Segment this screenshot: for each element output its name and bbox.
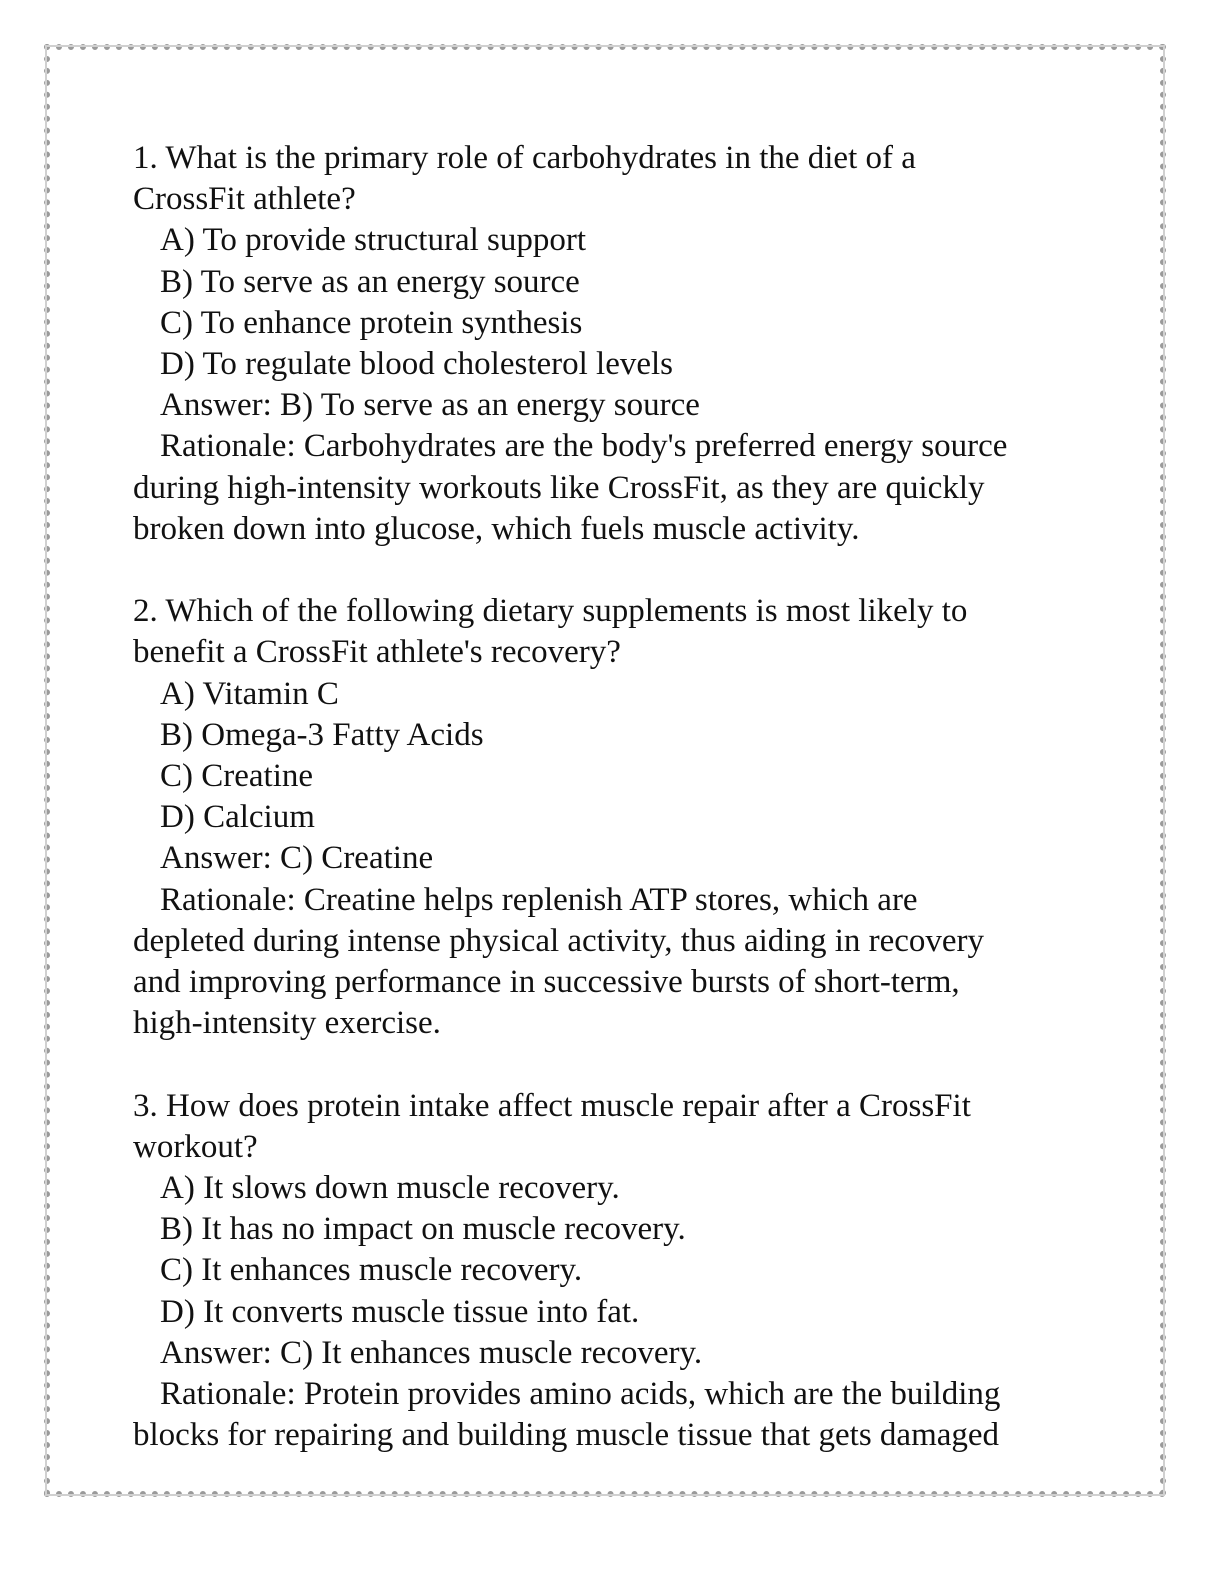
question-1-option-c: C) To enhance protein synthesis	[160, 304, 583, 341]
question-3-line-1: 3. How does protein intake affect muscle repair after a CrossFit	[133, 1087, 971, 1124]
question-2-rationale-line-1: Rationale: Creatine helps replenish ATP stores, which are	[160, 881, 918, 918]
question-2-option-d: D) Calcium	[160, 799, 315, 836]
question-2-rationale-line-4: high-intensity exercise.	[133, 1005, 441, 1042]
question-3-option-b: B) It has no impact on muscle recovery.	[160, 1211, 686, 1248]
question-2-line-2: benefit a CrossFit athlete's recovery?	[133, 634, 621, 671]
question-3-line-2: workout?	[133, 1128, 258, 1165]
question-1-option-a: A) To provide structural support	[160, 222, 587, 259]
question-1-rationale-line-3: broken down into glucose, which fuels muscle activity.	[133, 510, 860, 547]
question-block-3	[133, 1086, 1093, 1457]
question-1-line-2: CrossFit athlete?	[133, 181, 356, 218]
question-2-option-c: C) Creatine	[160, 758, 314, 795]
question-1-answer: Answer: B) To serve as an energy source	[160, 387, 700, 424]
question-3-option-d: D) It converts muscle tissue into fat.	[160, 1293, 640, 1330]
question-1-option-d: D) To regulate blood cholesterol levels	[160, 346, 674, 383]
question-1-option-b: B) To serve as an energy source	[160, 263, 580, 300]
question-3-option-a: A) It slows down muscle recovery.	[160, 1170, 620, 1207]
question-3-rationale-line-2: blocks for repairing and building muscle tissue that gets damaged	[133, 1417, 1000, 1454]
question-1-line-1: 1. What is the primary role of carbohydrates in the diet of a	[133, 140, 916, 176]
question-3-answer: Answer: C) It enhances muscle recovery.	[160, 1334, 703, 1371]
question-2-line-1: 2. Which of the following dietary supplements is most likely to	[133, 593, 968, 630]
question-block-1	[133, 138, 1093, 550]
question-2-rationale-line-3: and improving performance in successive bursts of short-term,	[133, 964, 960, 1001]
question-block-2	[133, 591, 1093, 1044]
question-3-rationale-line-1: Rationale: Protein provides amino acids, which are the building	[160, 1376, 1001, 1413]
question-2-option-b: B) Omega-3 Fatty Acids	[160, 716, 484, 753]
question-2-option-a: A) Vitamin C	[160, 675, 339, 712]
document-content	[133, 138, 1093, 1456]
question-3-option-c: C) It enhances muscle recovery.	[160, 1252, 583, 1289]
question-1-rationale-line-1: Rationale: Carbohydrates are the body's preferred energy source	[160, 428, 1008, 465]
question-2-answer: Answer: C) Creatine	[160, 840, 434, 877]
question-2-rationale-line-2: depleted during intense physical activity, thus aiding in recovery	[133, 922, 985, 959]
question-1-rationale-line-2: during high-intensity workouts like CrossFit, as they are quickly	[133, 469, 985, 506]
